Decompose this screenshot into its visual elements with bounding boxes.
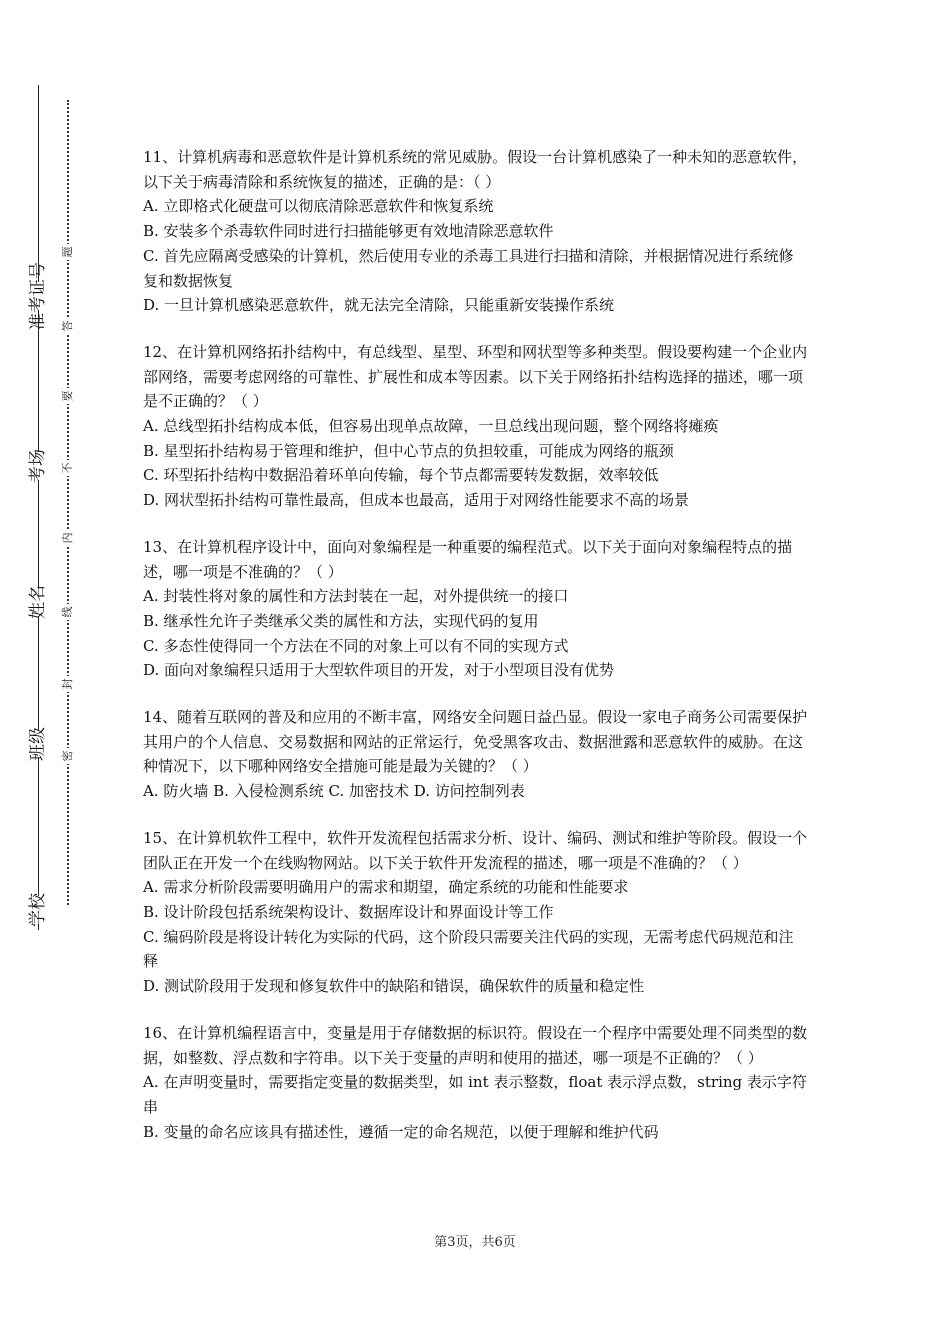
question-13	[143, 535, 808, 683]
question-stem: 11、计算机病毒和恶意软件是计算机系统的常见威胁。假设一台计算机感染了一种未知的恶意软件，以下关于病毒清除和系统恢复的描述，正确的是：（ ）	[143, 148, 808, 191]
question-14	[143, 705, 808, 804]
seal-dotted-line	[67, 100, 69, 905]
exam-room-label: 考场	[24, 452, 52, 480]
option-c: C. 多态性使得同一个方法在不同的对象上可以有不同的实现方式	[143, 636, 569, 655]
question-stem: 14、随着互联网的普及和应用的不断丰富，网络安全问题日益凸显。假设一家电子商务公司需要保护其用户的个人信息、交易数据和网站的正常运行，免受黑客攻击、数据泄露和恶意软件的威胁。在这种情况下，以下哪种网络安全措施可能是最为关键的？（ ）	[143, 708, 808, 776]
question-stem: 12、在计算机网络拓扑结构中，有总线型、星型、环型和网状型等多种类型。假设要构建一个企业内部网络，需要考虑网络的可靠性、扩展性和成本等因素。以下关于网络拓扑结构选择的描述，哪一项是不正确的？（ ）	[143, 342, 808, 411]
option-c: C. 首先应隔离受感染的计算机，然后使用专业的杀毒工具进行扫描和清除，并根据情况进行系统修复和数据恢复	[143, 246, 794, 290]
seal-char: 线	[60, 604, 76, 620]
class-label: 班级	[24, 730, 52, 758]
option-b: B. 设计阶段包括系统架构设计、数据库设计和界面设计等工作	[143, 902, 554, 921]
option-c: C. 编码阶段是将设计转化为实际的代码，这个阶段只需要关注代码的实现，无需考虑代码规范和注释	[143, 927, 794, 971]
question-16	[143, 1021, 808, 1145]
option-a: A. 总线型拓扑结构成本低，但容易出现单点故障，一旦总线出现问题，整个网络将瘫痪	[143, 417, 719, 436]
option-b: B. 继承性允许子类继承父类的属性和方法，实现代码的复用	[143, 611, 539, 630]
option-d: D. 面向对象编程只适用于大型软件项目的开发，对于小型项目没有优势	[143, 661, 615, 680]
page-number: 第3页，共6页	[434, 1235, 516, 1250]
option-a: A. 封装性将对象的属性和方法封装在一起，对外提供统一的接口	[143, 587, 569, 606]
question-stem: 16、在计算机编程语言中，变量是用于存储数据的标识符。假设在一个程序中需要处理不同类型的数据，如整数、浮点数和字符串。以下关于变量的声明和使用的描述，哪一项是不正确的？（ ）	[143, 1023, 808, 1067]
seal-char: 要	[60, 388, 76, 404]
option-c: C. 环型拓扑结构中数据沿着环单向传输，每个节点都需要转发数据，效率较低	[143, 466, 659, 485]
option-d: D. 一旦计算机感染恶意软件，就无法完全清除，只能重新安装操作系统	[143, 296, 615, 315]
school-label: 学校	[24, 896, 52, 924]
seal-char: 答	[60, 318, 76, 334]
option-b: B. 变量的命名应该具有描述性，遵循一定的命名规范，以便于理解和维护代码	[143, 1122, 659, 1141]
option-d: D. 网状型拓扑结构可靠性最高，但成本也最高，适用于对网络性能要求不高的场景	[143, 491, 690, 510]
option-b: B. 星型拓扑结构易于管理和维护，但中心节点的负担较重，可能成为网络的瓶颈	[143, 441, 674, 460]
question-stem: 13、在计算机程序设计中，面向对象编程是一种重要的编程范式。以下关于面向对象编程特点的描述，哪一项是不准确的？（ ）	[143, 537, 793, 581]
question-stem: 15、在计算机软件工程中，软件开发流程包括需求分析、设计、编码、测试和维护等阶段。假设一个团队正在开发一个在线购物网站。以下关于软件开发流程的描述，哪一项是不准确的？（ ）	[143, 828, 808, 872]
option-a: A. 在声明变量时，需要指定变量的数据类型，如 int 表示整数，float 表示浮点数，string 表示字符串	[143, 1073, 807, 1116]
options-inline: A. 防火墙 B. 入侵检测系统 C. 加密技术 D. 访问控制列表	[143, 782, 525, 801]
option-b: B. 安装多个杀毒软件同时进行扫描能够更有效地清除恶意软件	[143, 222, 554, 241]
question-list	[143, 145, 808, 1166]
seal-char: 不	[60, 460, 76, 476]
question-12	[143, 340, 808, 513]
option-d: D. 测试阶段用于发现和修复软件中的缺陷和错误，确保软件的质量和稳定性	[143, 977, 645, 996]
seal-char: 题	[60, 244, 76, 260]
question-15	[143, 826, 808, 999]
seal-char: 内	[60, 530, 76, 546]
seal-char: 封	[60, 676, 76, 692]
seal-char: 密	[60, 748, 76, 764]
option-a: A. 需求分析阶段需要明确用户的需求和期望，确定系统的功能和性能要求	[143, 878, 629, 897]
exam-number-label: 准考证号	[24, 282, 52, 310]
question-11	[143, 145, 808, 318]
binding-margin	[0, 0, 120, 1344]
name-label: 姓名	[24, 588, 52, 616]
binding-solid-line	[38, 85, 39, 930]
option-a: A. 立即格式化硬盘可以彻底清除恶意软件和恢复系统	[143, 197, 494, 216]
